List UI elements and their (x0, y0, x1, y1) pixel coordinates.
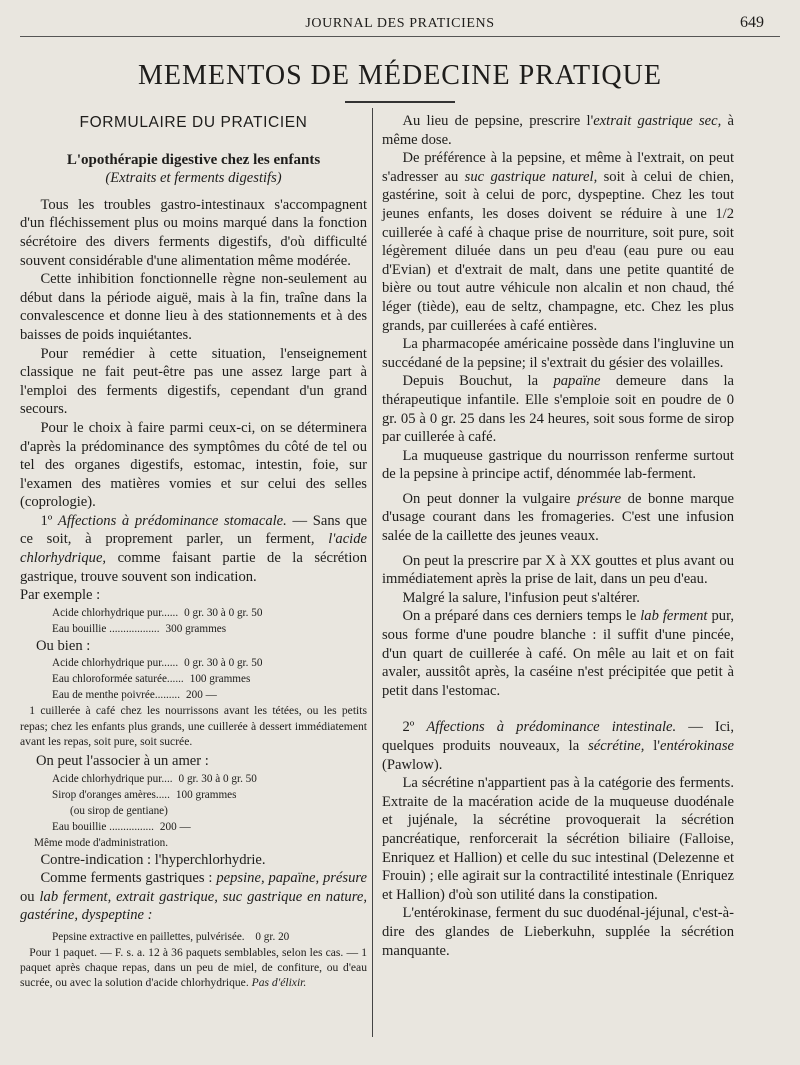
recipe-row: Eau chloroformée saturée...... 100 grammes (52, 673, 251, 686)
emphasis: lab ferment (640, 608, 708, 625)
recipe-2 (20, 655, 367, 703)
emphasis: Affections à prédominance intestinale. (426, 719, 677, 736)
paragraph: La sécrétine n'appartient pas à la catégorie des ferments. Extraite de la macération acide de la muqueuse duodénale et jujénale, la sécrétine provoquerait la sécrétion pancréatique, renforcerait la sécrétion biliaire (Falloise, Enriquez et Hallion) et celle du suc intestinal (Delezenne et Frouin) ; elle agirait sur la contractilité intestinale (Enriquez et Hallion) d'où son utilité dans la constipation. (382, 775, 734, 903)
emphasis: Affections à prédominance stomacale. (57, 512, 287, 529)
paragraph: Cette inhibition fonctionnelle règne non-seulement au début dans la période aiguë, mais à la fin, traîne dans la convalescence et donne lieu à des stationnements et à des baisses de poids inquiétantes. (20, 271, 367, 343)
journal-title: JOURNAL DES PRATICIENS (305, 16, 495, 31)
paragraph: La muqueuse gastrique du nourrisson renferme surtout de la pepsine à principe actif, dénommée lab-ferment. (382, 447, 734, 483)
paragraph: On peut donner la vulgaire présure de bonne marque d'usage courant dans les fromageries. C'est une infusion salée de la caillette des jeunes veaux. (382, 490, 734, 545)
article-subtitle: (Extraits et ferments digestifs) (105, 170, 282, 187)
emphasis: suc gastrique naturel, (464, 168, 598, 185)
ou-bien-label: Ou bien : (36, 637, 91, 654)
emphasis: lab ferment, extrait gastrique, suc gastrique en nature, gastérine, dyspeptine : (20, 888, 367, 924)
dosage-note: 1 cuillerée à café chez les nourrissons avant les tétées, ou les petits repas; chez les enfants plus grands, une cuillerée à dessert immédiatement avant les repas, soit pure, soit sucrée. (20, 704, 367, 748)
recipe-row: Eau de menthe poivrée......... 200 — (52, 689, 217, 702)
dosage-note: Pour 1 paquet. — F. s. a. 12 à 36 paquets semblables, selon les cas. — 1 paquet après chaque repas, dans un peu de miel, de confiture, ou d'eau sucrée, ou avec la solution d'acide chlorhydrique. Pas d'élixir. (20, 946, 367, 990)
section-number: 1º (40, 512, 53, 529)
recipe-row: Acide chlorhydrique pur.... 0 gr. 30 à 0 gr. 50 (52, 772, 257, 785)
paragraph: Depuis Bouchut, la papaïne demeure dans la thérapeutique infantile. Elle s'emploie soit en poudre de 0 gr. 05 à 0 gr. 25 dans les 24 heures, soit sous forme de sirop par cuillerée à café. (382, 373, 734, 446)
contra-indication: Contre-indication : l'hyperchlorhydrie. (40, 851, 266, 868)
paragraph: De préférence à la pepsine, et même à l'extrait, on peut s'adresser au suc gastrique naturel, soit à celui de chien, gastérine, soit à celui de porc, dyspeptine. Chez les tout jeunes enfants, les doses doivent se réduire à une 1/2 cuillerée à café à chaque prise de nourriture, soit pure, soit légèrement diluée dans un peu d'eau (eau pure ou eau d'Evian) et d'extrait de malt, dans une petite quantité de bière ou tout autre véhicule non alcalin et non chaud, thé léger (tiède), eau de seltz, champagne, etc. Chez les plus grands, par cuillerées à café entières. (382, 150, 734, 334)
recipe-row: Eau bouillie .................. 300 grammes (52, 622, 227, 635)
paragraph: Au lieu de pepsine, prescrire l'extrait gastrique sec, à même dose. (382, 113, 734, 148)
section-number: 2º (402, 719, 415, 736)
paragraph: 1º Affections à prédominance stomacale. — Sans que ce soit, à proprement parler, un ferment, l'acide chlorhydrique, comme faisant partie de la sécrétion gastrique, trouve souvent son indication. (20, 512, 368, 585)
running-header (20, 10, 780, 37)
recipe-row: Sirop d'oranges amères..... 100 grammes (52, 788, 237, 801)
page-number: 649 (740, 14, 764, 31)
pepsine-recipe: Pepsine extractive en paillettes, pulvérisée. 0 gr. 20 (52, 931, 290, 944)
paragraph: Pour remédier à cette situation, l'enseignement classique ne fait peut-être pas une assez large part à l'emploi des ferments digestifs, cependant d'un grand secours. (20, 345, 367, 418)
emphasis: présure (577, 490, 622, 507)
column-divider (372, 108, 373, 1037)
paragraph: On peut la prescrire par X à XX gouttes et plus avant ou immédiatement après la prise de lait, dans un peu d'eau. (382, 552, 734, 588)
recipe-row: Acide chlorhydrique pur...... 0 gr. 30 à 0 gr. 50 (52, 657, 263, 670)
emphasis: entérokinase (659, 738, 735, 754)
recipe-1 (20, 605, 367, 637)
example-label: Par exemple : (20, 587, 101, 604)
emphasis: papaïne (553, 373, 601, 390)
left-column (20, 112, 367, 991)
administration-note: Même mode d'administration. (34, 836, 169, 849)
paragraph: On a préparé dans ces derniers temps le lab ferment pur, sous forme d'une poudre blanche : il suffit d'une pincée, d'un quart de cuillerée à café. On mêle au lait et on fait avaler, aussitôt après, la caséine n'est précipitée que petit à petit dans l'estomac. (382, 608, 734, 699)
recipe-row: Acide chlorhydrique pur...... 0 gr. 30 à 0 gr. 50 (52, 606, 263, 619)
paragraph: La pharmacopée américaine possède dans l'ingluvine un succédané de la pepsine; il s'extrait du gésier des volailles. (382, 336, 734, 371)
emphasis: l'acide chlorhydrique, (20, 531, 367, 567)
recipe-3 (20, 771, 367, 835)
emphasis: pepsine, papaïne, présure (216, 870, 367, 887)
paragraph: Tous les troubles gastro-intestinaux s'accompagnent d'un fléchissement plus ou moins marqué dans la fonction sécrétoire des divers ferments digestifs, d'où difficulté souvent considérable d'une alimentation même modérée. (20, 196, 367, 269)
paragraph: Comme ferments gastriques : pepsine, papaïne, présure ou lab ferment, extrait gastrique, suc gastrique en nature, gastérine, dyspeptine : (20, 870, 367, 924)
main-title: MEMENTOS DE MÉDECINE PRATIQUE (138, 60, 662, 91)
recipe-row: Eau bouillie ................ 200 — (52, 820, 191, 833)
paragraph: Pour le choix à faire parmi ceux-ci, on se déterminera d'après la prédominance des symptômes du côté de tel ou tel des organes digestifs, estomac, intestin, foie, sur l'examen des matières vomies et sur celui des selles (coprologie). (20, 419, 367, 511)
paragraph: L'entérokinase, ferment du suc duodénal-jéjunal, c'est-à-dire des glandes de Lieberkuhn, supplée la sécrétion manquante. (382, 905, 734, 959)
paragraph: Malgré la salure, l'infusion peut s'altérer. (402, 589, 640, 606)
recipe-row: (ou sirop de gentiane) (70, 804, 168, 817)
right-column (382, 112, 734, 960)
article-title: L'opothérapie digestive chez les enfants (66, 151, 321, 168)
emphasis: sécrétine, (588, 738, 645, 754)
section-heading: FORMULAIRE DU PRATICIEN (79, 114, 308, 131)
associer-label: On peut l'associer à un amer : (36, 753, 209, 770)
emphasis: extrait gastrique sec, (593, 113, 722, 129)
title-rule (345, 101, 455, 103)
paragraph: 2º Affections à prédominance intestinale. — Ici, quelques produits nouveaux, la sécrétine, l'entérokinase (Pawlow). (382, 719, 735, 773)
